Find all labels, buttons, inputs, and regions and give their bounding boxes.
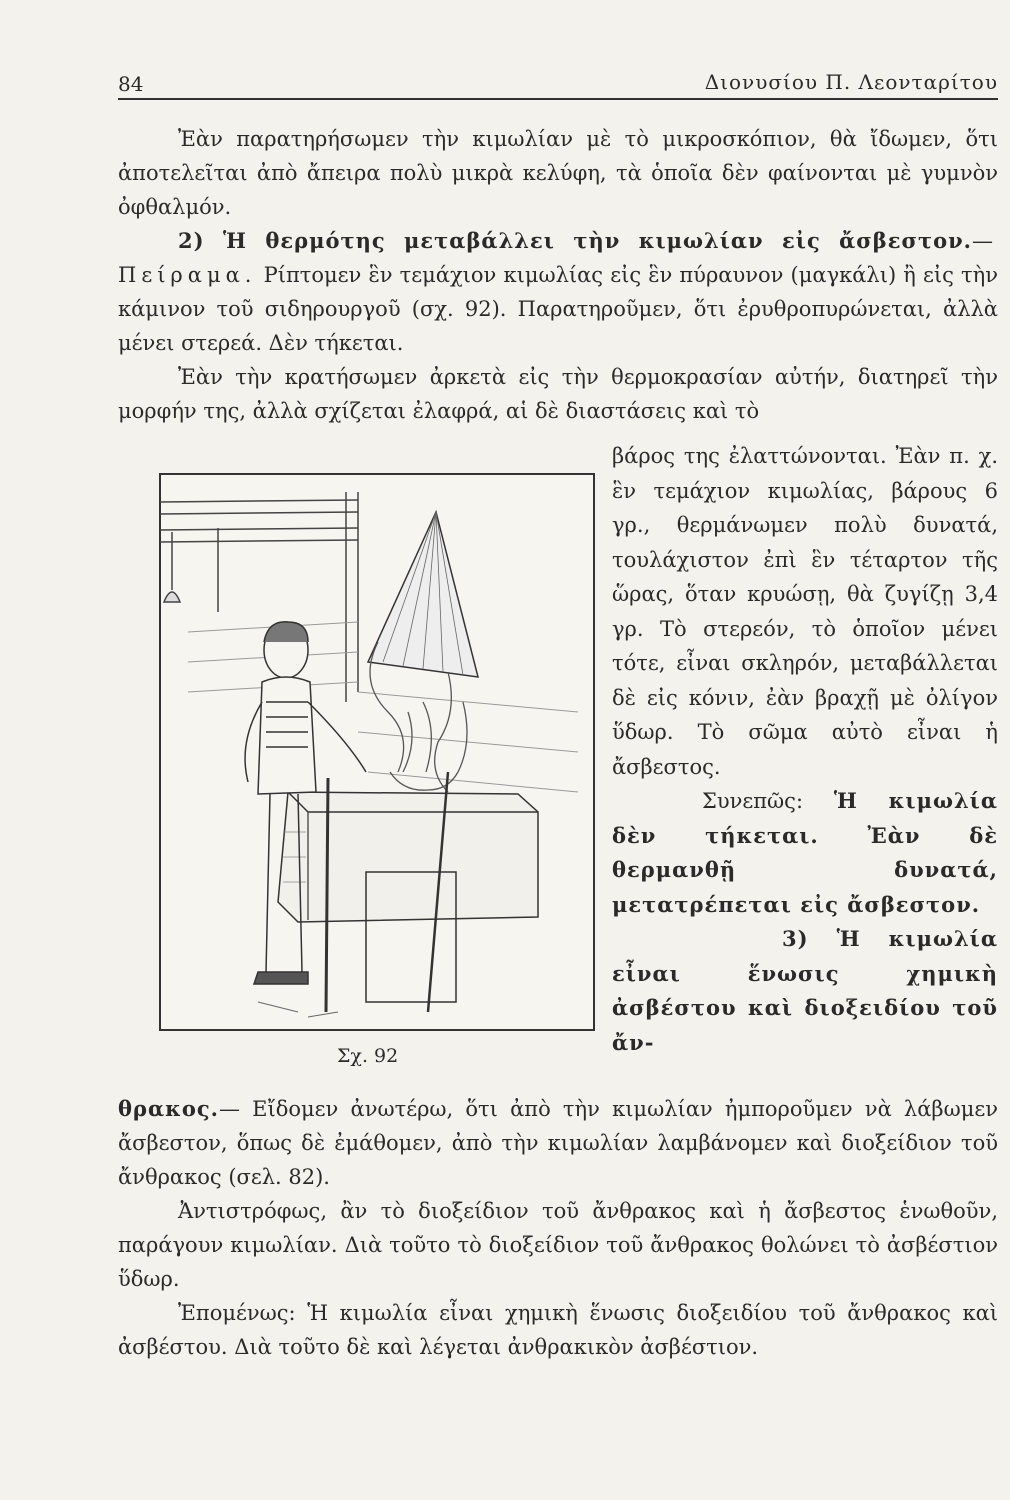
- paragraph-keep-heated: Ἐὰν τὴν κρατήσωμεν ἀρκετὰ εἰς τὴν θερμοκρασίαν αὐτήν, διατηρεῖ τὴν μορφήν της, ἀλλὰ σχίζεται ἐλαφρά, αἱ δὲ διαστάσεις καὶ τὸ: [118, 365, 998, 423]
- side-column-text: [612, 439, 998, 1060]
- furnace-drawing: [158, 472, 596, 1032]
- upper-text: [118, 122, 998, 428]
- experiment-text: Ρίπτομεν ἓν τεμάχιον κιμωλίας εἰς ἓν πύραυνον (μαγκάλι) ἢ εἰς τὴν κάμινον τοῦ σιδηρουργοῦ (σχ. 92). Παρατηροῦμεν, ὅτι ἐρυθροπυρώνεται, ἀλλὰ μένει στερεά. Δὲν τήκεται.: [118, 263, 998, 355]
- page-number: 84: [118, 72, 144, 96]
- header-rule: [118, 98, 998, 100]
- lower-text: [118, 1092, 998, 1364]
- page-header: [118, 62, 998, 102]
- paragraph-weight-loss: βάρος της ἐλαττώνονται. Ἐὰν π. χ. ἓν τεμάχιον κιμωλίας, βάρους 6 γρ., θερμάνωμεν πολὺ δυνατά, τουλάχιστον ἐπὶ ἓν τέταρτον τῆς ὥρας, ὅταν κρυώσῃ, θὰ ζυγίζῃ 3,4 γρ. Τὸ στερεόν, τὸ ὁποῖον μένει τότε, εἶναι σκληρόν, μεταβάλλεται δὲ εἰς κόνιν, ἐὰν βραχῇ μὲ ὀλίγον ὕδωρ. Τὸ σῶμα αὐτὸ εἶναι ἡ ἄσβεστος.: [612, 444, 998, 779]
- conclusion-lead: Συνεπῶς:: [702, 789, 804, 813]
- experiment-lead: —Πείραμα.: [118, 229, 998, 287]
- paragraph-carbon-dioxide: θρακος.— Εἴδομεν ἀνωτέρω, ὅτι ἀπὸ τὴν κιμωλίαν ἠμποροῦμεν νὰ λάβωμεν ἄσβεστον, ὅπως δὲ ἐμάθομεν, ἀπὸ τὴν κιμωλίαν λαμβάνομεν καὶ διοξείδιον τοῦ ἄνθρακος (σελ. 82).: [118, 1096, 998, 1189]
- paragraph-microscope: Ἐὰν παρατηρήσωμεν τὴν κιμωλίαν μὲ τὸ μικροσκόπιον, θὰ ἴδωμεν, ὅτι ἀποτελεῖται ἀπὸ ἄπειρα πολὺ μικρὰ κελύφη, τὰ ὁποῖα δὲν φαίνονται μὲ γυμνὸν ὀφθαλμόν.: [118, 127, 998, 219]
- heading-continuation: θρακος.: [118, 1096, 219, 1121]
- conclusion-text: Ἡ κιμωλία δὲν τήκεται. Ἐὰν δὲ θερμανθῇ δυνατά, μετατρέπεται εἰς ἄσβεστον.: [612, 788, 998, 917]
- paragraph-conclusion-1: [612, 784, 998, 922]
- therefore-lead: Ἐπομένως:: [178, 1301, 296, 1325]
- figure-caption: Σχ. 92: [337, 1045, 399, 1067]
- section-heading-3: 3) Ἡ κιμωλία εἶναι ἕνωσις χημικὴ ἀσβέστου καὶ διοξειδίου τοῦ ἄν-: [612, 926, 998, 1055]
- running-head: Διονυσίου Π. Λεονταρίτου: [704, 70, 998, 94]
- therefore-text: Ἡ κιμωλία εἶναι χημικὴ ἕνωσις διοξειδίου τοῦ ἄνθρακος καὶ ἀσβέστου. Διὰ τοῦτο δὲ καὶ λέγεται ἀνθρακικὸν ἀσβέστιον.: [118, 1301, 998, 1359]
- paragraph-conversely: Ἀντιστρόφως, ἂν τὸ διοξείδιον τοῦ ἄνθρακος καὶ ἡ ἄσβεστος ἑνωθοῦν, παράγουν κιμωλίαν. Διὰ τοῦτο τὸ διοξείδιον τοῦ ἄνθρακος θολώνει τὸ ἀσβέστιον ὕδωρ.: [118, 1199, 998, 1291]
- section-heading-2: 2) Ἡ θερμότης μεταβάλλει τὴν κιμωλίαν εἰς ἄσβεστον.: [178, 228, 972, 253]
- paragraph-heat: [118, 224, 998, 360]
- paragraph-therefore: [118, 1296, 998, 1364]
- figure-92-illustration: [158, 472, 596, 1032]
